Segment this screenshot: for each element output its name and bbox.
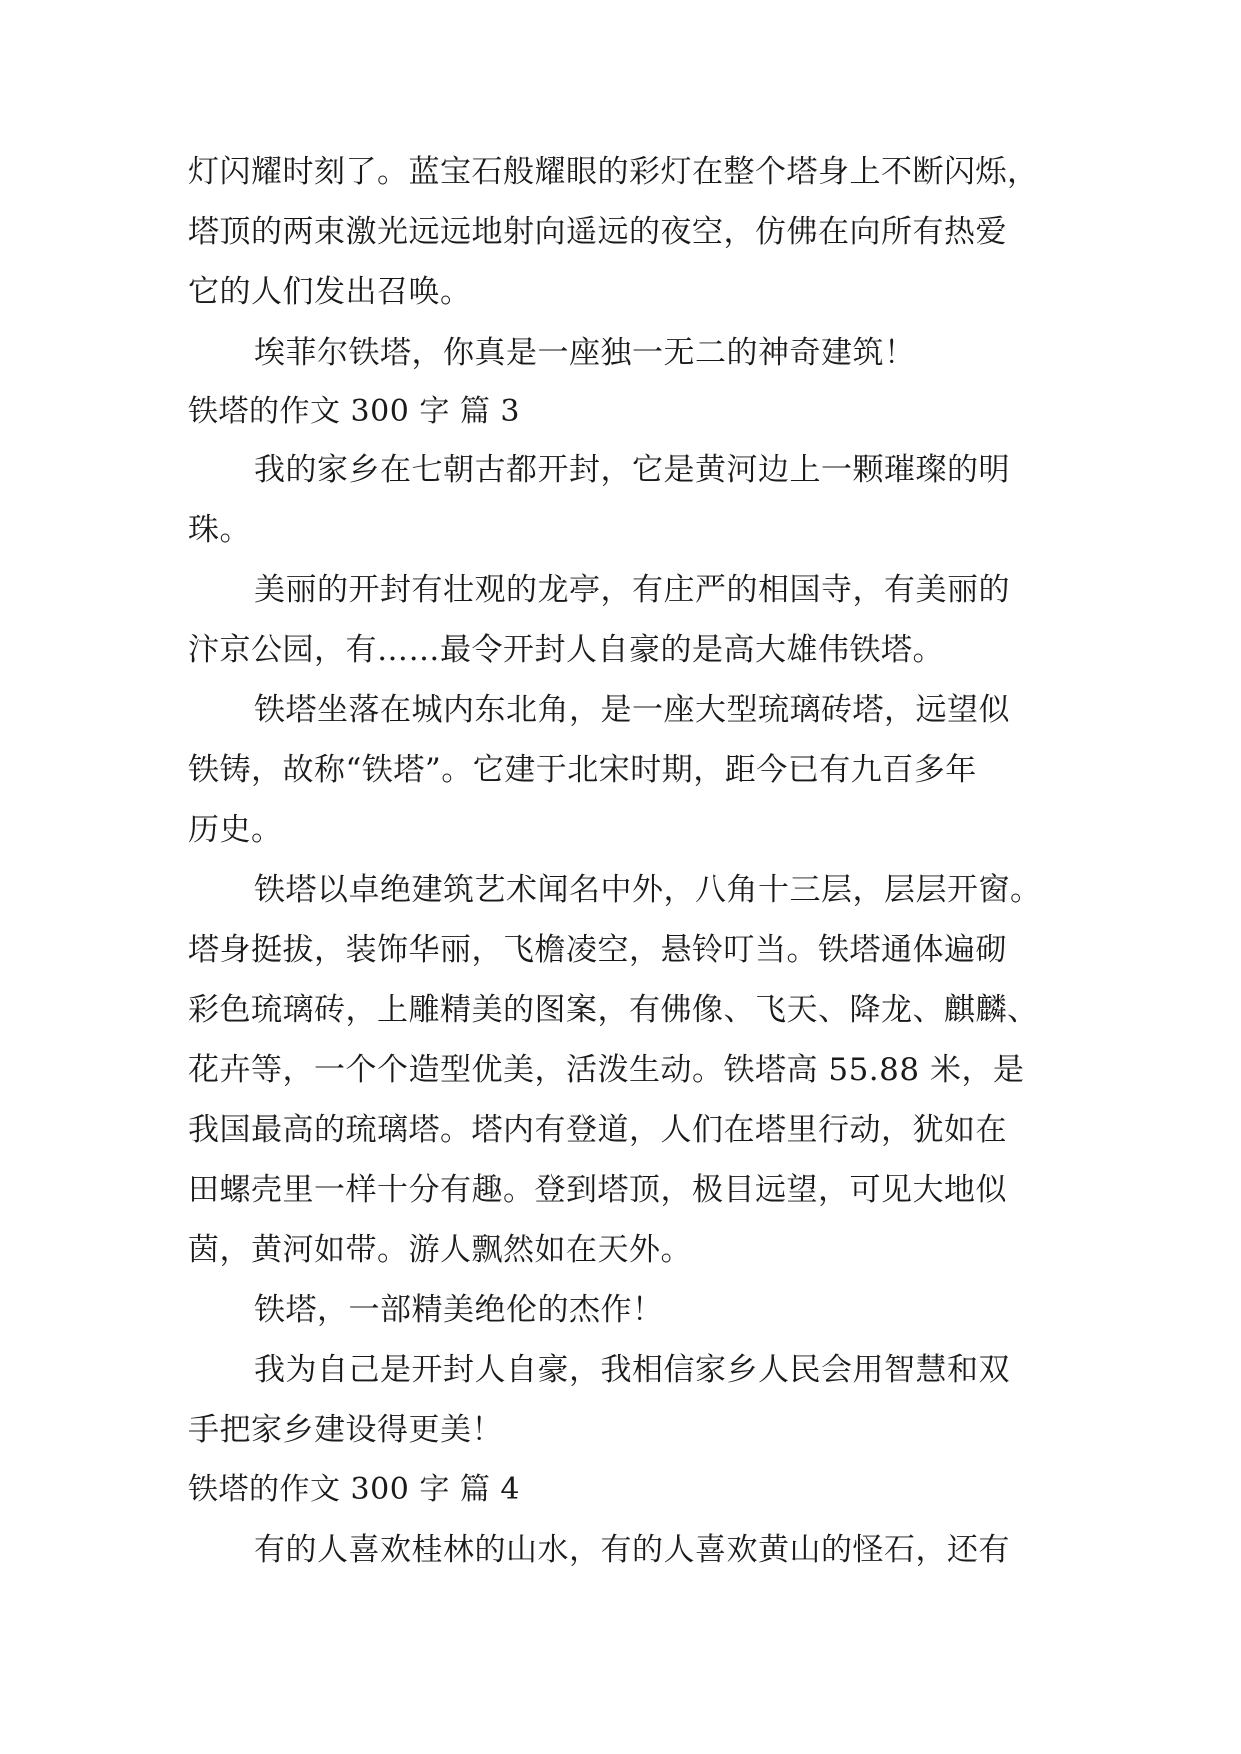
paragraph-first-line: 有的人喜欢桂林的山水，有的人喜欢黄山的怪石，还有 bbox=[254, 1532, 1010, 1568]
body-text-line: 塔身挺拔，装饰华丽，飞檐凌空，悬铃叮当。铁塔通体遍砌 bbox=[188, 932, 1007, 968]
body-text-line: 手把家乡建设得更美！ bbox=[188, 1412, 503, 1448]
body-text-line: 铁铸，故称“铁塔”。它建于北宋时期，距今已有九百多年 bbox=[188, 752, 977, 788]
body-text-line: 田螺壳里一样十分有趣。登到塔顶，极目远望，可见大地似 bbox=[188, 1172, 1007, 1208]
body-text-line: 珠。 bbox=[188, 512, 251, 548]
section-heading: 铁塔的作文 300 字 篇 3 bbox=[188, 394, 520, 429]
body-text-line: 彩色琉璃砖，上雕精美的图案，有佛像、飞天、降龙、麒麟、 bbox=[188, 992, 1039, 1028]
body-text-line: 历史。 bbox=[188, 812, 283, 848]
body-text-line: 茵，黄河如带。游人飘然如在天外。 bbox=[188, 1232, 692, 1268]
paragraph-first-line: 美丽的开封有壮观的龙亭，有庄严的相国寺，有美丽的 bbox=[254, 572, 1010, 608]
paragraph-first-line: 铁塔，一部精美绝伦的杰作！ bbox=[254, 1292, 664, 1328]
paragraph-first-line: 我的家乡在七朝古都开封，它是黄河边上一颗璀璨的明 bbox=[254, 452, 1010, 488]
paragraph-first-line: 铁塔以卓绝建筑艺术闻名中外，八角十三层，层层开窗。 bbox=[254, 872, 1042, 908]
paragraph-first-line: 埃菲尔铁塔，你真是一座独一无二的神奇建筑！ bbox=[254, 335, 916, 371]
body-text-line: 我国最高的琉璃塔。塔内有登道，人们在塔里行动，犹如在 bbox=[188, 1112, 1007, 1148]
body-text-line: 汴京公园，有……最令开封人自豪的是高大雄伟铁塔。 bbox=[188, 632, 944, 668]
body-text-line: 灯闪耀时刻了。蓝宝石般耀眼的彩灯在整个塔身上不断闪烁， bbox=[188, 154, 1039, 190]
body-text-line: 塔顶的两束激光远远地射向遥远的夜空，仿佛在向所有热爱 bbox=[188, 214, 1007, 250]
body-text-line: 花卉等，一个个造型优美，活泼生动。铁塔高 55.88 米，是 bbox=[188, 1052, 1025, 1088]
section-heading: 铁塔的作文 300 字 篇 4 bbox=[188, 1472, 520, 1507]
paragraph-first-line: 铁塔坐落在城内东北角，是一座大型琉璃砖塔，远望似 bbox=[254, 692, 1010, 728]
body-text-line: 它的人们发出召唤。 bbox=[188, 274, 472, 310]
paragraph-first-line: 我为自己是开封人自豪，我相信家乡人民会用智慧和双 bbox=[254, 1352, 1010, 1388]
